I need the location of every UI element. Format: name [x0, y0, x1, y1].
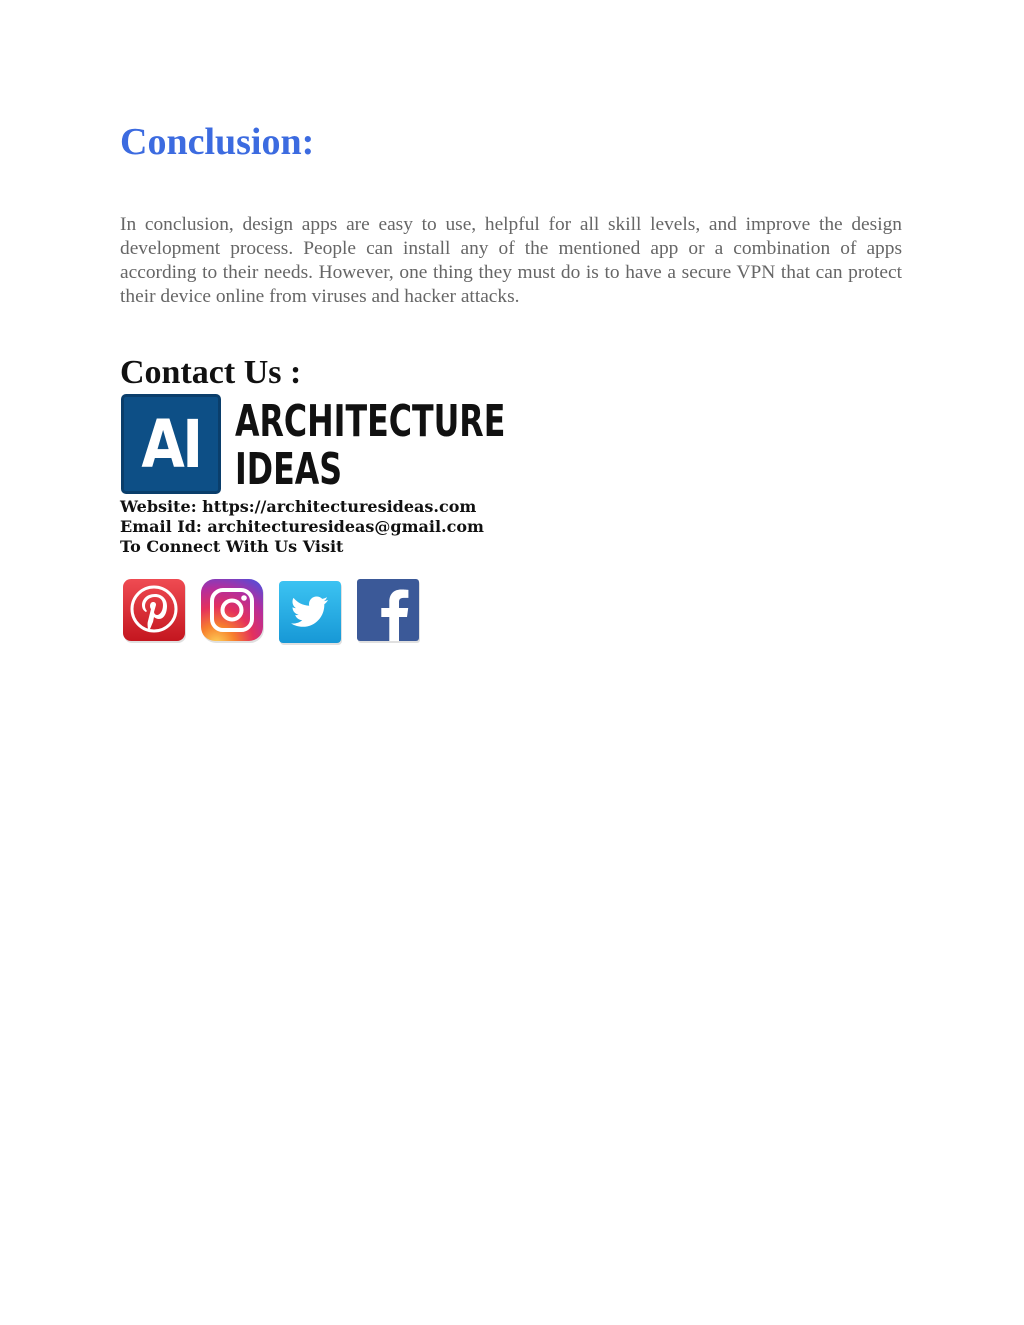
twitter-icon[interactable] — [278, 578, 344, 646]
instagram-icon[interactable] — [200, 578, 266, 646]
logo-wordmark-line-2: IDEAS — [235, 444, 343, 495]
conclusion-heading: Conclusion: — [120, 121, 315, 163]
website-link[interactable]: Website: https://architecturesideas.com — [120, 497, 477, 516]
pinterest-icon[interactable] — [122, 578, 188, 646]
contact-details — [120, 497, 484, 557]
architecture-ideas-logo — [121, 394, 506, 495]
logo-mark-text: AI — [141, 405, 201, 483]
contact-heading: Contact Us : — [120, 354, 302, 391]
conclusion-paragraph: In conclusion, design apps are easy to use, helpful for all skill levels, and improve the design development process. People can install any of the mentioned app or a combination of apps according to their needs. However, one thing they must do is to have a secure VPN that can protect their device online from viruses and hacker attacks. — [120, 214, 902, 307]
facebook-icon[interactable] — [356, 578, 422, 646]
email-link[interactable]: Email Id: architecturesideas@gmail.com — [120, 517, 484, 536]
logo-wordmark-line-1: ARCHITECTURE — [235, 396, 506, 447]
connect-text: To Connect With Us Visit — [120, 537, 344, 556]
